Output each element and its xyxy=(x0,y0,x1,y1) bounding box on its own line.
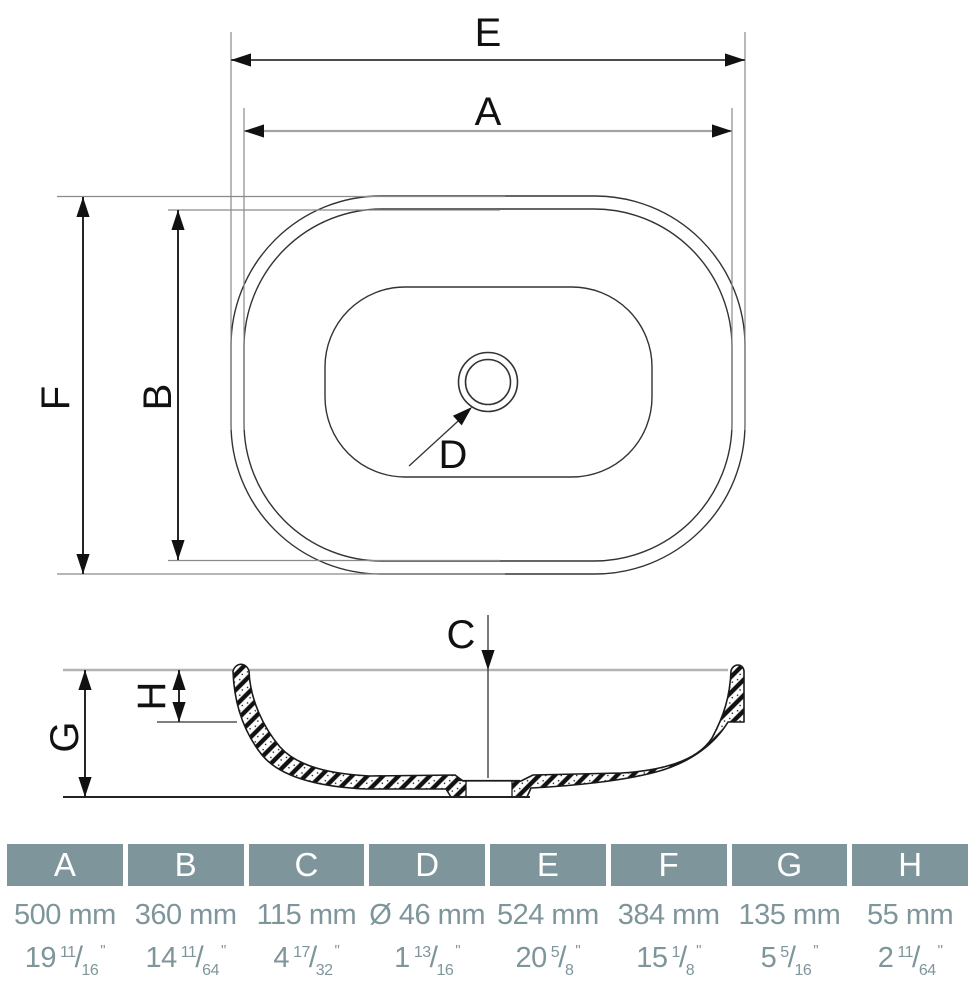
fraction-numerator: 11 xyxy=(897,944,914,961)
arrow-a-left xyxy=(244,124,264,137)
size-col-e-inch xyxy=(490,933,606,989)
size-col-g-mm: 135 mm xyxy=(738,899,841,931)
size-col-g xyxy=(732,844,848,989)
top-view xyxy=(231,196,745,574)
size-col-h-header: H xyxy=(852,844,968,886)
inch-whole: 5 xyxy=(760,942,777,974)
inch-whole: 4 xyxy=(273,942,290,974)
fraction-numerator: 13 xyxy=(413,944,431,961)
dim-label-a: A xyxy=(474,90,502,134)
fraction-slash: / xyxy=(429,941,438,974)
basin-outer-contour xyxy=(231,196,745,574)
size-col-h-mm: 55 mm xyxy=(867,899,954,931)
arrow-e-left xyxy=(231,53,251,66)
arrow-f-top xyxy=(76,197,89,217)
inch-mark: " xyxy=(100,942,106,959)
size-col-e-mm: 524 mm xyxy=(496,899,599,931)
size-col-d-header: D xyxy=(369,844,485,886)
fraction-denominator: 16 xyxy=(794,962,812,979)
inch-whole: 14 xyxy=(145,942,177,974)
arrow-g-bottom xyxy=(78,777,91,797)
fraction-numerator: 11 xyxy=(180,944,197,961)
dim-label-h: H xyxy=(130,681,174,711)
inch-whole: 20 xyxy=(515,942,547,974)
size-col-b-inch xyxy=(128,933,244,989)
size-col-f-inch xyxy=(611,933,727,989)
inch-mark: " xyxy=(220,942,226,959)
dimension-f xyxy=(34,197,90,574)
arrow-e-right xyxy=(725,53,745,66)
size-col-c-header: C xyxy=(249,844,365,886)
fraction-numerator: 1 xyxy=(671,944,680,961)
fraction-slash: / xyxy=(678,941,687,974)
inch-whole: 1 xyxy=(394,942,410,974)
dimension-b xyxy=(136,210,185,560)
inch-whole: 2 xyxy=(877,942,894,974)
inch-whole: 15 xyxy=(636,942,668,974)
drain-outer-circle xyxy=(459,353,518,412)
dim-label-g: G xyxy=(43,721,87,753)
dimension-d xyxy=(409,407,472,477)
inch-mark: " xyxy=(696,942,701,959)
size-col-d-inch xyxy=(369,933,485,989)
dimension-e xyxy=(231,11,745,67)
fraction-denominator: 64 xyxy=(202,962,219,979)
dimension-c xyxy=(447,613,495,778)
dimension-a xyxy=(244,90,732,138)
size-col-b-mm: 360 mm xyxy=(134,899,237,931)
size-col-b-header: B xyxy=(128,844,244,886)
fraction-denominator: 32 xyxy=(315,962,333,979)
fraction-slash: / xyxy=(558,941,567,974)
arrow-b-bottom xyxy=(171,540,184,560)
size-col-a-header: A xyxy=(7,844,123,886)
arrow-h-top xyxy=(172,670,185,690)
size-col-h-inch xyxy=(852,933,968,989)
basin-rim-contour xyxy=(244,209,732,561)
dim-label-f: F xyxy=(34,385,78,411)
fraction-numerator: 5 xyxy=(550,944,560,961)
fraction-numerator: 17 xyxy=(293,944,310,961)
size-col-c xyxy=(249,844,365,989)
fraction-slash: / xyxy=(912,941,920,974)
drain-recess-opening xyxy=(466,781,512,797)
size-col-f xyxy=(611,844,727,989)
size-col-d xyxy=(369,844,485,989)
fraction-denominator: 16 xyxy=(436,962,454,979)
fraction-slash: / xyxy=(195,941,204,974)
size-col-a-inch xyxy=(7,933,123,989)
fraction-denominator: 8 xyxy=(685,962,695,979)
size-col-a-mm: 500 mm xyxy=(13,899,116,931)
dim-label-e: E xyxy=(474,11,502,55)
size-col-e xyxy=(490,844,606,989)
dim-label-b: B xyxy=(136,383,180,411)
size-col-g-inch xyxy=(732,933,848,989)
fraction-numerator: 11 xyxy=(59,944,76,961)
inch-whole: 19 xyxy=(24,942,56,974)
size-col-g-header: G xyxy=(732,844,848,886)
size-col-b xyxy=(128,844,244,989)
drain-recess xyxy=(458,781,520,798)
inch-mark: " xyxy=(334,942,340,959)
size-table xyxy=(0,844,975,989)
arrow-a-right xyxy=(712,124,732,137)
extension-lines-top-view xyxy=(57,32,745,574)
basin-inner-contour xyxy=(325,287,652,477)
size-col-h xyxy=(852,844,968,989)
inch-mark: " xyxy=(575,942,581,959)
fraction-slash: / xyxy=(74,941,83,974)
size-col-a xyxy=(7,844,123,989)
size-col-f-header: F xyxy=(611,844,727,886)
fraction-denominator: 16 xyxy=(81,962,99,979)
dim-label-c: C xyxy=(446,613,476,657)
arrow-f-bottom xyxy=(76,554,89,574)
inch-mark: " xyxy=(455,942,461,959)
size-col-d-mm: Ø 46 mm xyxy=(369,899,485,931)
size-col-c-mm: 115 mm xyxy=(256,899,357,931)
inch-mark: " xyxy=(937,942,943,959)
drain-inner-circle xyxy=(466,360,511,405)
arrow-g-top xyxy=(78,670,91,690)
arrow-c xyxy=(481,650,494,670)
size-col-f-mm: 384 mm xyxy=(617,899,720,931)
fraction-denominator: 8 xyxy=(565,962,574,979)
dim-label-d: D xyxy=(438,433,468,477)
fraction-numerator: 5 xyxy=(780,944,789,961)
arrow-b-top xyxy=(171,210,184,230)
arrow-h-bottom xyxy=(172,702,185,722)
dimension-g xyxy=(43,670,92,797)
fraction-denominator: 64 xyxy=(918,962,936,979)
inch-mark: " xyxy=(813,942,819,959)
fraction-slash: / xyxy=(787,941,796,974)
fraction-slash: / xyxy=(308,941,317,974)
size-col-e-header: E xyxy=(490,844,606,886)
dimension-h xyxy=(130,670,237,722)
size-col-c-inch xyxy=(249,933,365,989)
